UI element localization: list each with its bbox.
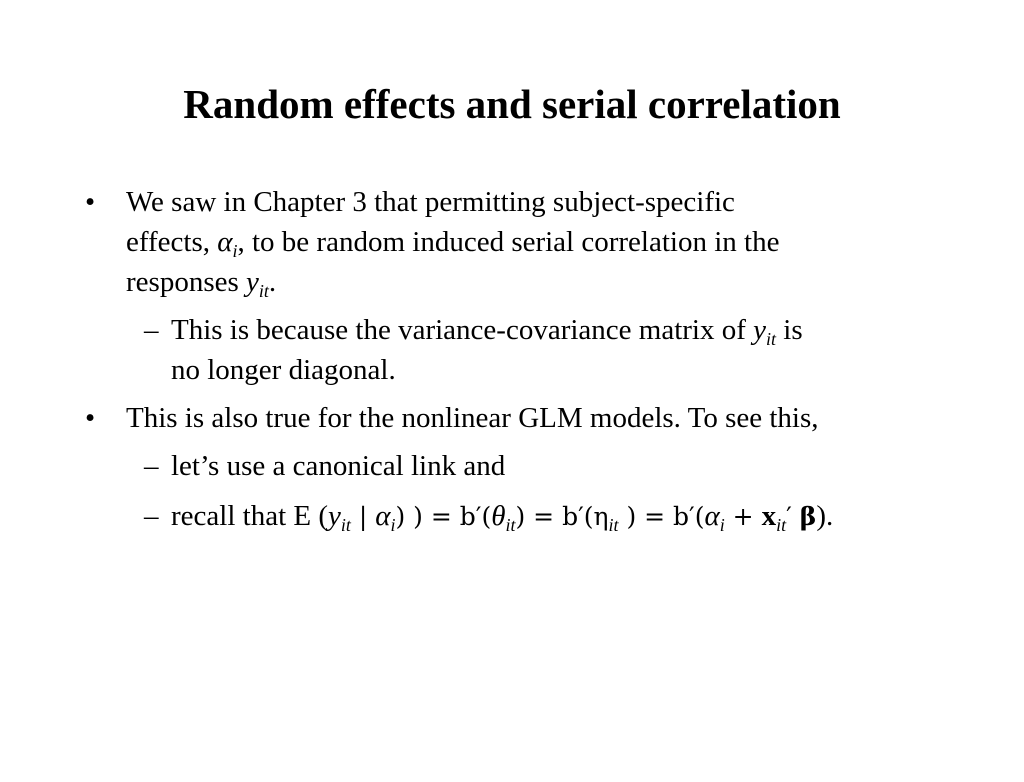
- subscript-it: it: [766, 329, 777, 349]
- beta-symbol: β: [799, 502, 817, 531]
- alpha-symbol: α: [375, 500, 391, 532]
- bullet-1-line-1: We saw in Chapter 3 that permitting subject-specific: [126, 186, 735, 218]
- y-symbol: y: [328, 500, 341, 532]
- bullet-2-line-1: This is also true for the nonlinear GLM models. To see this,: [126, 402, 819, 434]
- bullet-marker: •: [85, 402, 96, 434]
- text-segment: ) ) = b′(: [395, 502, 492, 531]
- dash-marker: –: [144, 450, 159, 482]
- alpha-symbol: α: [217, 226, 233, 258]
- text-segment: .: [268, 266, 277, 298]
- bullet-1-line-3: [126, 262, 276, 302]
- sub-bullet-2-2-equation: [171, 496, 833, 537]
- bullet-1-line-2: [126, 222, 779, 262]
- text-segment: +: [724, 502, 762, 531]
- text-segment: is: [776, 314, 803, 346]
- text-segment: |: [350, 502, 376, 531]
- text-segment: ).: [816, 500, 834, 532]
- bullet-marker: •: [85, 186, 96, 218]
- text-segment: , to be random induced serial correlation in the: [237, 226, 780, 258]
- subscript-it: it: [258, 281, 269, 301]
- dash-marker: –: [144, 314, 159, 346]
- dash-marker: –: [144, 500, 159, 532]
- subscript-it: it: [340, 515, 351, 535]
- x-bold-symbol: x: [761, 500, 777, 532]
- slide-title: Random effects and serial correlation: [183, 81, 841, 127]
- text-segment: ) = b′(η: [515, 502, 609, 531]
- theta-symbol: θ: [491, 500, 506, 532]
- sub-bullet-2-1: let’s use a canonical link and: [171, 450, 506, 482]
- sub-bullet-1-line-2: no longer diagonal.: [171, 354, 396, 386]
- text-segment: This is because the variance-covariance matrix of: [171, 314, 754, 346]
- subscript-it: it: [505, 515, 516, 535]
- text-segment: responses: [126, 266, 247, 298]
- text-segment: recall that E (: [171, 500, 328, 532]
- alpha-symbol: α: [704, 500, 720, 532]
- subscript-it: it: [776, 515, 787, 535]
- subscript-i: i: [390, 515, 396, 535]
- text-segment: effects,: [126, 226, 218, 258]
- sub-bullet-1-line-1: [171, 310, 803, 350]
- y-symbol: y: [753, 314, 767, 346]
- subscript-i: i: [232, 241, 238, 261]
- text-segment: ′: [786, 502, 800, 531]
- text-segment: ) = b′(: [618, 502, 705, 531]
- subscript-it: it: [608, 515, 619, 535]
- subscript-i: i: [719, 515, 725, 535]
- y-symbol: y: [246, 266, 259, 298]
